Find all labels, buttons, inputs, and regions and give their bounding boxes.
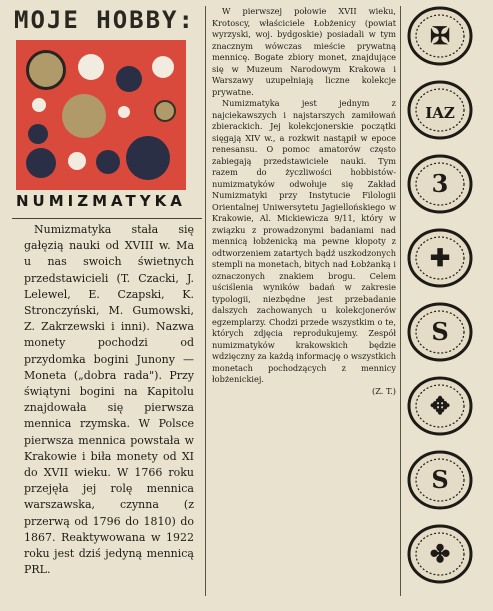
column-divider [400, 6, 401, 596]
divider [12, 218, 202, 219]
paragraph: Numizmatyka stała się gałęzią nauki od XVIII w. Ma u nas swoich świetnych przedstawicieli (T. Czacki, J. Lelewel, E. Czapski, K. Stronczyński, M. Gumowski, Z. Zakrzewski i inni). Nazwa monety pochodzi od przydomka bogini Junony — Moneta („dobra rada"). Przy świątyni bogini na Kapitolu znajdowała się pierwsza mennica rzymska. W Polsce pierwsza mennica powstała w Krakowie i biła monety od XI do XVII wieku. W 1766 roku przejęła jej rolę mennica warszawska, czynna (z przerwą od 1796 do 1810) do 1867. Reaktywowana w 1922 roku jest dziś jedyną mennicą PRL. [24, 223, 194, 577]
coin-dot [68, 152, 86, 170]
column-divider [205, 6, 206, 596]
paragraph: W pierwszej połowie XVII wieku, Krotoscy, właściciele Łobżenicy (powiat wyrzyski, woj. bydgoskie) posiadali w tym znacznym wówczas mieście prywatną mennicę. Bogate zbiory monet, znajdujące się w Muzeum Narodowym Krakowa i Warszawy uzupełniają liczne kolekcje prywatne. [212, 6, 396, 97]
series-title: MOJE HOBBY: [14, 6, 195, 34]
svg-text:S: S [431, 465, 449, 494]
coin-dot [152, 56, 174, 78]
coin-dot [32, 98, 46, 112]
svg-text:3: 3 [431, 169, 449, 198]
left-column-text [24, 222, 194, 578]
right-column-text [212, 6, 396, 397]
coin-dot [154, 100, 176, 122]
coin-images-column [402, 4, 480, 604]
article-title: NUMIZMATYKA [16, 192, 186, 210]
svg-text:✥: ✥ [429, 391, 451, 420]
coin-dot [96, 150, 120, 174]
coin-ornate-cross-icon [406, 524, 474, 584]
coin-s-monogram-2-icon [406, 450, 474, 510]
svg-text:IAZ: IAZ [425, 104, 455, 122]
coin-dot [116, 66, 142, 92]
coin-dot [62, 94, 106, 138]
coin-iaz-icon [406, 80, 474, 140]
svg-text:S: S [431, 317, 449, 346]
paragraph: Numizmatyka jest jednym z najciekawszych i najstarszych zamiłowań zbierackich. Jej kolekcjonerskie początki sięgają XIV w., a rozkwit nastąpił w epoce renesansu. O pomoc amatorów często zabiegają przedstawiciele nauki. Tym razem do życzliwości hobbistów-numizmatyków odwołuje się Zakład Numizmatyki przy Instytucie Filologii Orientalnej Uniwersytetu Jagiellońskiego w Krakowie, Al. Mickiewicza 9/11, który w związku z prowadzonymi badaniami nad mennicą łobżenicką ma pewne kłopoty z odtworzeniem zatartych bądź uszkodzonych stempli na monetach, bitych nad Łobżanką i oznaczonych znakiem brogu. Celem uściślenia wyników badań w zakresie typologii, niezbędne jest przebadanie dalszych zachowanych u kolekcjonerów egzemplarzy. Chodzi przede wszystkim o te, których zdjęcia reprodukujemy. Zespół numizmatyków krakowskich będzie wdzięczny za każdą informację o wszystkich monetach pochodzących z mennicy łobżenickiej. [212, 98, 396, 384]
svg-text:✤: ✤ [429, 539, 451, 568]
coin-dot [126, 136, 170, 180]
coin-s-monogram-icon [406, 302, 474, 362]
coin-eagle-icon [406, 6, 474, 66]
coin-logo-graphic [16, 40, 186, 190]
svg-text:✠: ✠ [429, 21, 451, 50]
coin-dot [26, 50, 66, 90]
signature: (Z. T.) [372, 385, 396, 396]
coin-dot [118, 106, 130, 118]
coin-cross-icon [406, 228, 474, 288]
coin-3-icon [406, 154, 474, 214]
coin-dot [26, 148, 56, 178]
coin-dot [78, 54, 104, 80]
coin-dot [28, 124, 48, 144]
coin-fleur-cross-icon [406, 376, 474, 436]
svg-text:✚: ✚ [429, 243, 451, 272]
